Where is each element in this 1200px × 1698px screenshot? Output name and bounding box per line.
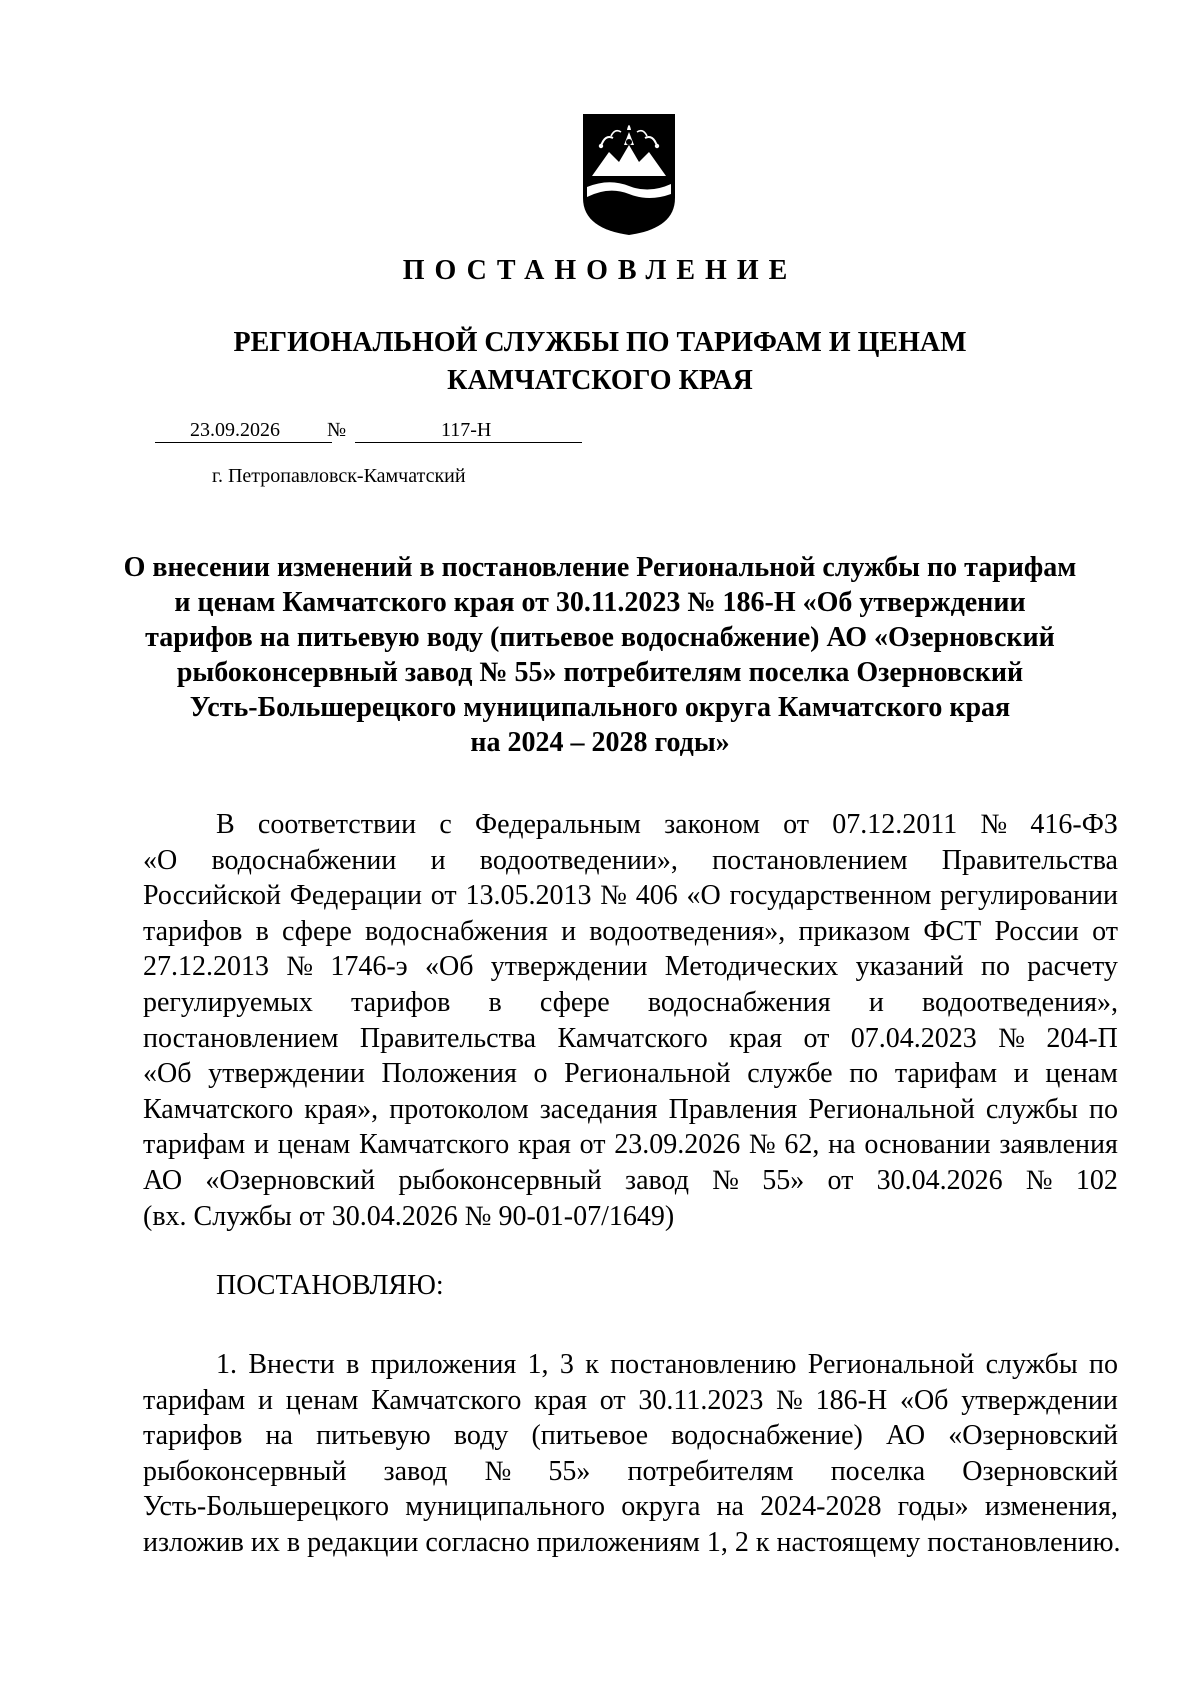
word: Региональной: [808, 1093, 975, 1125]
word: округа: [621, 1491, 701, 1523]
word: к: [585, 1349, 599, 1380]
issuing-authority: [0, 324, 1200, 400]
word: водоотведения»,: [921, 986, 1118, 1018]
word: №: [980, 809, 1008, 840]
word: Правления: [668, 1093, 798, 1125]
paragraph-line: [143, 914, 1118, 950]
word: Камчатского: [359, 1129, 510, 1161]
paragraph-line: [143, 1347, 1118, 1383]
item-1-paragraph: [143, 1347, 1121, 1561]
word: Методических: [664, 951, 839, 983]
word: 07.12.2011: [832, 809, 958, 840]
document-date: 23.09.2026: [190, 419, 280, 441]
word: 102: [1075, 1164, 1118, 1196]
word: края»,: [304, 1093, 379, 1125]
word: о: [533, 1058, 548, 1090]
authority-line: КАМЧАТСКОГО КРАЯ: [447, 365, 753, 396]
paragraph-line: [143, 1127, 1118, 1163]
word: по: [1088, 1093, 1118, 1125]
title-line: тарифов на питьевую воду (питьевое водоснабжение) АО «Озерновский: [145, 622, 1055, 653]
word: питьевую: [316, 1420, 431, 1452]
word: 1,: [527, 1349, 549, 1380]
word: «Об: [899, 1384, 949, 1416]
word: Камчатского: [371, 1384, 522, 1416]
word: №: [1025, 1164, 1053, 1196]
word: приказом: [798, 915, 911, 947]
word: и: [254, 1129, 269, 1161]
word: на: [265, 1420, 293, 1452]
paragraph-line: [143, 807, 1118, 843]
word: России: [994, 915, 1079, 947]
word: сфере: [282, 915, 352, 947]
word: 1746-э: [330, 951, 408, 983]
word: Камчатского: [557, 1022, 708, 1054]
word: законом: [664, 809, 760, 840]
word: №: [748, 1129, 776, 1161]
word: завод: [625, 1164, 689, 1196]
paragraph-line: [143, 1489, 1118, 1525]
word: «О: [143, 844, 178, 876]
word: 3: [559, 1349, 574, 1380]
word: и: [258, 1384, 274, 1416]
word: сфере: [539, 986, 610, 1018]
word: в: [255, 915, 269, 947]
word: Камчатского: [143, 1093, 294, 1125]
word: соответствии: [257, 809, 417, 840]
word: 416-ФЗ: [1030, 809, 1118, 840]
word: ценам: [285, 1384, 359, 1416]
document-number: 117-Н: [441, 419, 492, 441]
word: приложения: [370, 1349, 517, 1380]
title-line: и ценам Камчатского края от 30.11.2023 № 186-Н «Об утверждении: [174, 587, 1026, 618]
word: №: [286, 951, 314, 983]
word: ценам: [277, 1129, 351, 1161]
word: 2024-2028: [760, 1491, 882, 1523]
word: от: [599, 1384, 626, 1416]
word: основании: [864, 1129, 991, 1161]
word: и: [561, 915, 577, 947]
word: №: [484, 1455, 512, 1487]
paragraph-line: [143, 1383, 1118, 1419]
word: тарифам: [143, 1129, 246, 1161]
paragraph-last-line: изложив их в редакции согласно приложениям 1, 2 к настоящему постановлению.: [143, 1526, 1121, 1558]
word: «Озерновский: [205, 1164, 376, 1196]
word: регулируемых: [143, 986, 313, 1018]
document-title: [120, 550, 1080, 760]
word: Региональной: [807, 1349, 975, 1380]
word: водоотведении»,: [479, 844, 678, 876]
paragraph-line: [143, 1454, 1118, 1490]
word: муниципального: [405, 1491, 606, 1523]
word: 30.11.2023: [638, 1384, 764, 1416]
paragraph-last-line: (вх. Службы от 30.04.2026 № 90-01-07/1649): [143, 1200, 675, 1232]
word: от: [430, 880, 457, 912]
word: потребителям: [627, 1455, 794, 1487]
word: регулировании: [940, 880, 1118, 912]
word: завод: [383, 1455, 448, 1487]
authority-line: РЕГИОНАЛЬНОЙ СЛУЖБЫ ПО ТАРИФАМ И ЦЕНАМ: [233, 327, 967, 358]
word: №: [712, 1164, 739, 1196]
word: постановлению: [610, 1349, 797, 1380]
word: по: [849, 1058, 879, 1090]
word: Федерации: [289, 880, 423, 912]
word: расчету: [1027, 951, 1118, 983]
word: 1.: [216, 1349, 237, 1380]
word: (питьевое: [531, 1420, 648, 1452]
title-line: на 2024 – 2028 годы»: [470, 727, 730, 758]
word: №: [998, 1022, 1025, 1054]
word: по: [1089, 1349, 1118, 1380]
word: 07.04.2023: [850, 1022, 977, 1054]
word: «Озерновский: [948, 1420, 1118, 1452]
paragraph-line: [143, 949, 1118, 985]
word: от: [579, 1129, 606, 1161]
word: водоотведения»,: [589, 915, 786, 947]
word: края: [534, 1384, 588, 1416]
place-of-issue: г. Петропавловск-Камчатский: [212, 465, 466, 487]
word: Федеральным: [475, 809, 641, 840]
word: края: [517, 1129, 571, 1161]
word: 23.09.2026: [614, 1129, 741, 1161]
word: 186-Н: [815, 1384, 888, 1416]
paragraph-line: [143, 843, 1118, 879]
word: службы: [985, 1349, 1078, 1380]
word: водоснабжение): [671, 1420, 863, 1452]
word: 27.12.2013: [143, 951, 269, 983]
resolve-heading: ПОСТАНОВЛЯЮ:: [216, 1270, 444, 1301]
word: и: [868, 986, 884, 1018]
word: от: [827, 1164, 854, 1196]
title-line: Усть-Большерецкого муниципального округа Камчатского края: [189, 692, 1011, 723]
word: Правительства: [941, 844, 1118, 876]
word: от: [783, 809, 810, 840]
word: 406: [635, 880, 678, 912]
word: постановлением: [143, 1022, 339, 1054]
word: по: [980, 951, 1010, 983]
word: годы»: [897, 1491, 969, 1523]
word: 55»: [762, 1164, 805, 1196]
word: Российской: [143, 880, 281, 912]
word: «Об: [143, 1058, 192, 1090]
word: указаний: [855, 951, 964, 983]
word: воду: [453, 1420, 509, 1452]
word: заседания: [539, 1093, 658, 1125]
title-line: О внесении изменений в постановление Региональной службы по тарифам: [123, 552, 1077, 583]
preamble-paragraph: [143, 807, 1118, 1234]
word: и: [430, 844, 446, 876]
word: Усть-Большерецкого: [143, 1491, 390, 1523]
word: утверждении: [961, 1384, 1118, 1416]
word: 204-П: [1046, 1022, 1118, 1054]
word: Внести: [248, 1349, 335, 1380]
paragraph-line: [143, 1092, 1118, 1128]
word: 55»: [548, 1455, 591, 1487]
word: ФСТ: [923, 915, 982, 947]
word: утверждении: [490, 951, 648, 983]
word: водоснабжении: [211, 844, 397, 876]
word: 13.05.2013: [465, 880, 592, 912]
word: заявления: [999, 1129, 1118, 1161]
word: водоснабжения: [365, 915, 548, 947]
word: края: [729, 1022, 783, 1054]
word: протоколом: [389, 1093, 529, 1125]
word: Региональной: [564, 1058, 731, 1090]
word: Правительства: [359, 1022, 537, 1054]
word: службы: [985, 1093, 1078, 1125]
word: Озерновский: [962, 1455, 1118, 1487]
date-underline: [155, 442, 332, 443]
word: тарифов: [143, 915, 243, 947]
paragraph-line: [143, 878, 1118, 914]
word: службе: [747, 1058, 833, 1090]
word: №: [600, 880, 627, 912]
word: рыбоконсервный: [398, 1164, 602, 1196]
word: ценам: [1045, 1058, 1118, 1090]
paragraph-line: [143, 1163, 1118, 1199]
document-type-heading: ПОСТАНОВЛЕНИЕ: [402, 255, 798, 286]
word: с: [439, 809, 452, 840]
paragraph-line: [143, 1056, 1118, 1092]
number-underline: [355, 442, 582, 443]
word: поселка: [830, 1455, 926, 1487]
word: утверждении: [208, 1058, 365, 1090]
word: тарифов: [351, 986, 451, 1018]
word: от: [803, 1022, 830, 1054]
word: в: [488, 986, 502, 1018]
word: и: [1013, 1058, 1029, 1090]
paragraph-line: [143, 1418, 1118, 1454]
word: тарифам: [894, 1058, 998, 1090]
word: тарифам: [143, 1384, 246, 1416]
word: 62,: [784, 1129, 820, 1161]
word: Положения: [381, 1058, 517, 1090]
word: «О: [686, 880, 721, 912]
kamchatka-coat-of-arms-icon: [578, 112, 680, 237]
word: АО: [886, 1420, 926, 1452]
word: на: [828, 1129, 856, 1161]
word: от: [1092, 915, 1118, 947]
paragraph-line: [143, 1021, 1118, 1057]
word: тарифов: [143, 1420, 243, 1452]
word: постановлением: [712, 844, 908, 876]
word: рыбоконсервный: [143, 1455, 347, 1487]
word: в: [346, 1349, 360, 1380]
word: В: [216, 809, 235, 840]
word: водоснабжения: [647, 986, 831, 1018]
paragraph-line: [143, 985, 1118, 1021]
word: государственном: [729, 880, 932, 912]
number-sign: №: [327, 419, 347, 441]
word: 30.04.2026: [876, 1164, 1003, 1196]
word: №: [776, 1384, 803, 1416]
word: «Об: [425, 951, 474, 983]
word: АО: [143, 1164, 183, 1196]
word: изменения,: [984, 1491, 1118, 1523]
title-line: рыбоконсервный завод № 55» потребителям поселка Озерновский: [176, 657, 1024, 688]
word: на: [716, 1491, 744, 1523]
